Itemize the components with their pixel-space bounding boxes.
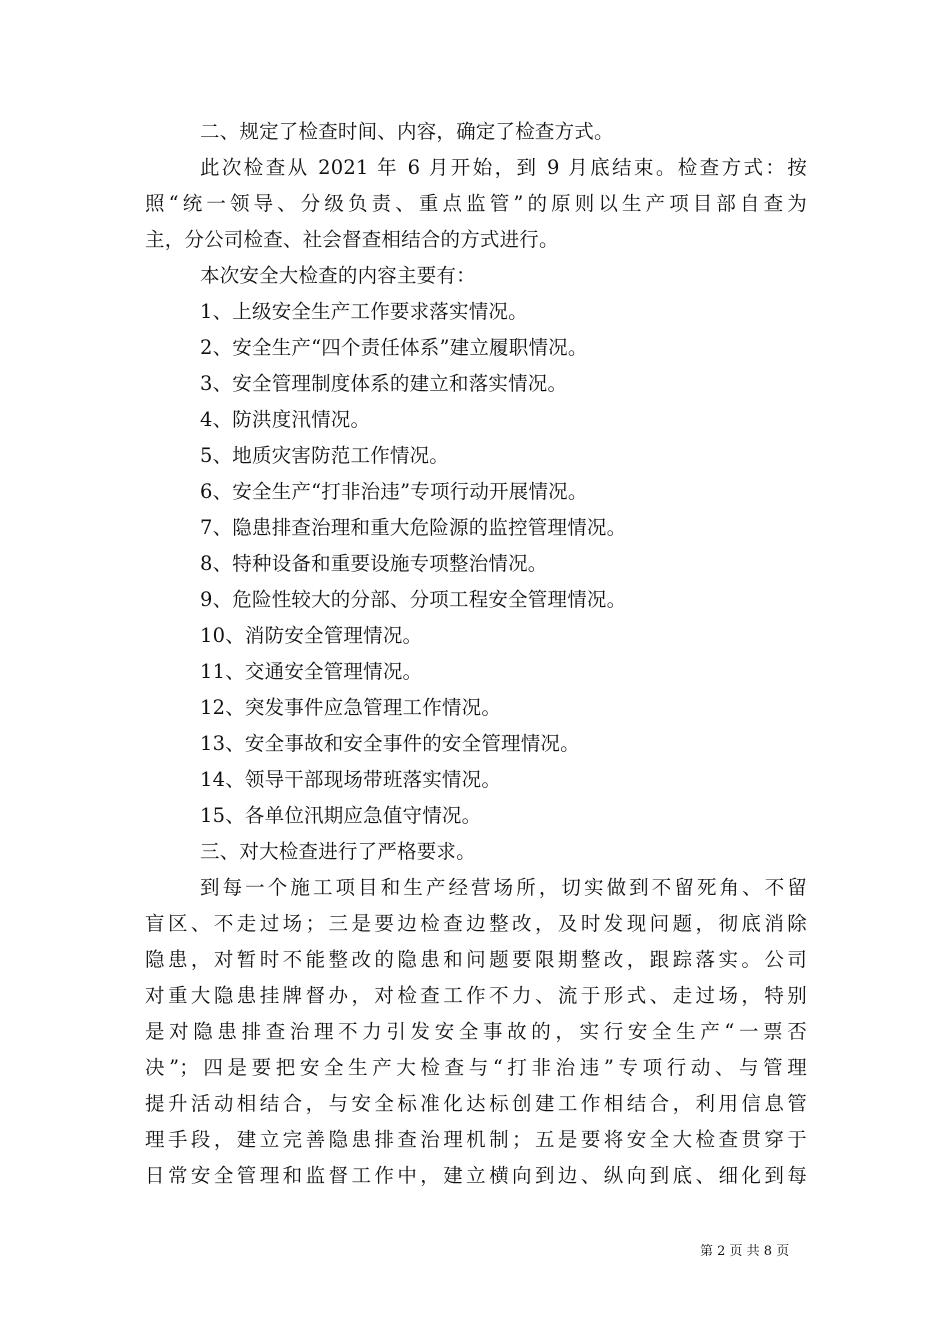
list-item: 6、安全生产“打非治违”专项行动开展情况。	[200, 480, 588, 503]
paragraph-line: 对重大隐患挂牌督办，对检查工作不力、流于形式、走过场，特别	[145, 984, 807, 1007]
list-item: 5、地质灾害防范工作情况。	[200, 444, 450, 467]
paragraph-line: 隐患，对暂时不能整改的隐患和问题要限期整改，跟踪落实。公司	[145, 948, 807, 971]
page-indicator: 第 2 页 共 8 页	[700, 1244, 790, 1259]
section3-paragraph	[145, 870, 807, 1194]
list-item: 12、突发事件应急管理工作情况。	[200, 696, 502, 719]
list-item: 13、安全事故和安全事件的安全管理情况。	[200, 732, 580, 755]
list-item: 1、上级安全生产工作要求落实情况。	[200, 300, 528, 323]
paragraph-line: 此次检查从 2021 年 6 月开始，到 9 月底结束。检查方式：按	[200, 156, 807, 179]
paragraph-line: 到每一个施工项目和生产经营场所，切实做到不留死角、不留	[200, 876, 807, 899]
paragraph-line: 是对隐患排查治理不力引发安全事故的，实行安全生产“一票否	[145, 1020, 807, 1043]
section2-paragraph	[145, 150, 807, 258]
list-item: 8、特种设备和重要设施专项整治情况。	[200, 552, 548, 575]
list-item: 15、各单位汛期应急值守情况。	[200, 804, 482, 827]
list-item: 14、领导干部现场带班落实情况。	[200, 768, 502, 791]
section2-heading: 二、规定了检查时间、内容，确定了检查方式。	[200, 120, 614, 143]
paragraph-line: 照“统一领导、分级负责、重点监管”的原则以生产项目部自查为	[145, 192, 807, 215]
list-item: 2、安全生产“四个责任体系”建立履职情况。	[200, 336, 588, 359]
paragraph-line: 理手段，建立完善隐患排查治理机制；五是要将安全大检查贯穿于	[145, 1128, 807, 1151]
paragraph-line: 决”；四是要把安全生产大检查与“打非治违”专项行动、与管理	[145, 1056, 807, 1079]
list-item: 3、安全管理制度体系的建立和落实情况。	[200, 372, 568, 395]
list-item: 11、交通安全管理情况。	[200, 660, 423, 683]
contents-intro: 本次安全大检查的内容主要有：	[200, 264, 476, 287]
list-item: 4、防洪度汛情况。	[200, 408, 371, 431]
inspection-items-list	[145, 294, 807, 834]
paragraph-line: 主，分公司检查、社会督查相结合的方式进行。	[145, 228, 559, 251]
list-item: 10、消防安全管理情况。	[200, 624, 423, 647]
document-body	[145, 114, 807, 1194]
list-item: 9、危险性较大的分部、分项工程安全管理情况。	[200, 588, 627, 611]
paragraph-line: 盲区、不走过场；三是要边检查边整改，及时发现问题，彻底消除	[145, 912, 807, 935]
paragraph-line: 提升活动相结合，与安全标准化达标创建工作相结合，利用信息管	[145, 1092, 807, 1115]
list-item: 7、隐患排查治理和重大危险源的监控管理情况。	[200, 516, 627, 539]
section3-heading: 三、对大检查进行了严格要求。	[200, 840, 476, 863]
paragraph-line: 日常安全管理和监督工作中，建立横向到边、纵向到底、细化到每	[145, 1164, 807, 1187]
